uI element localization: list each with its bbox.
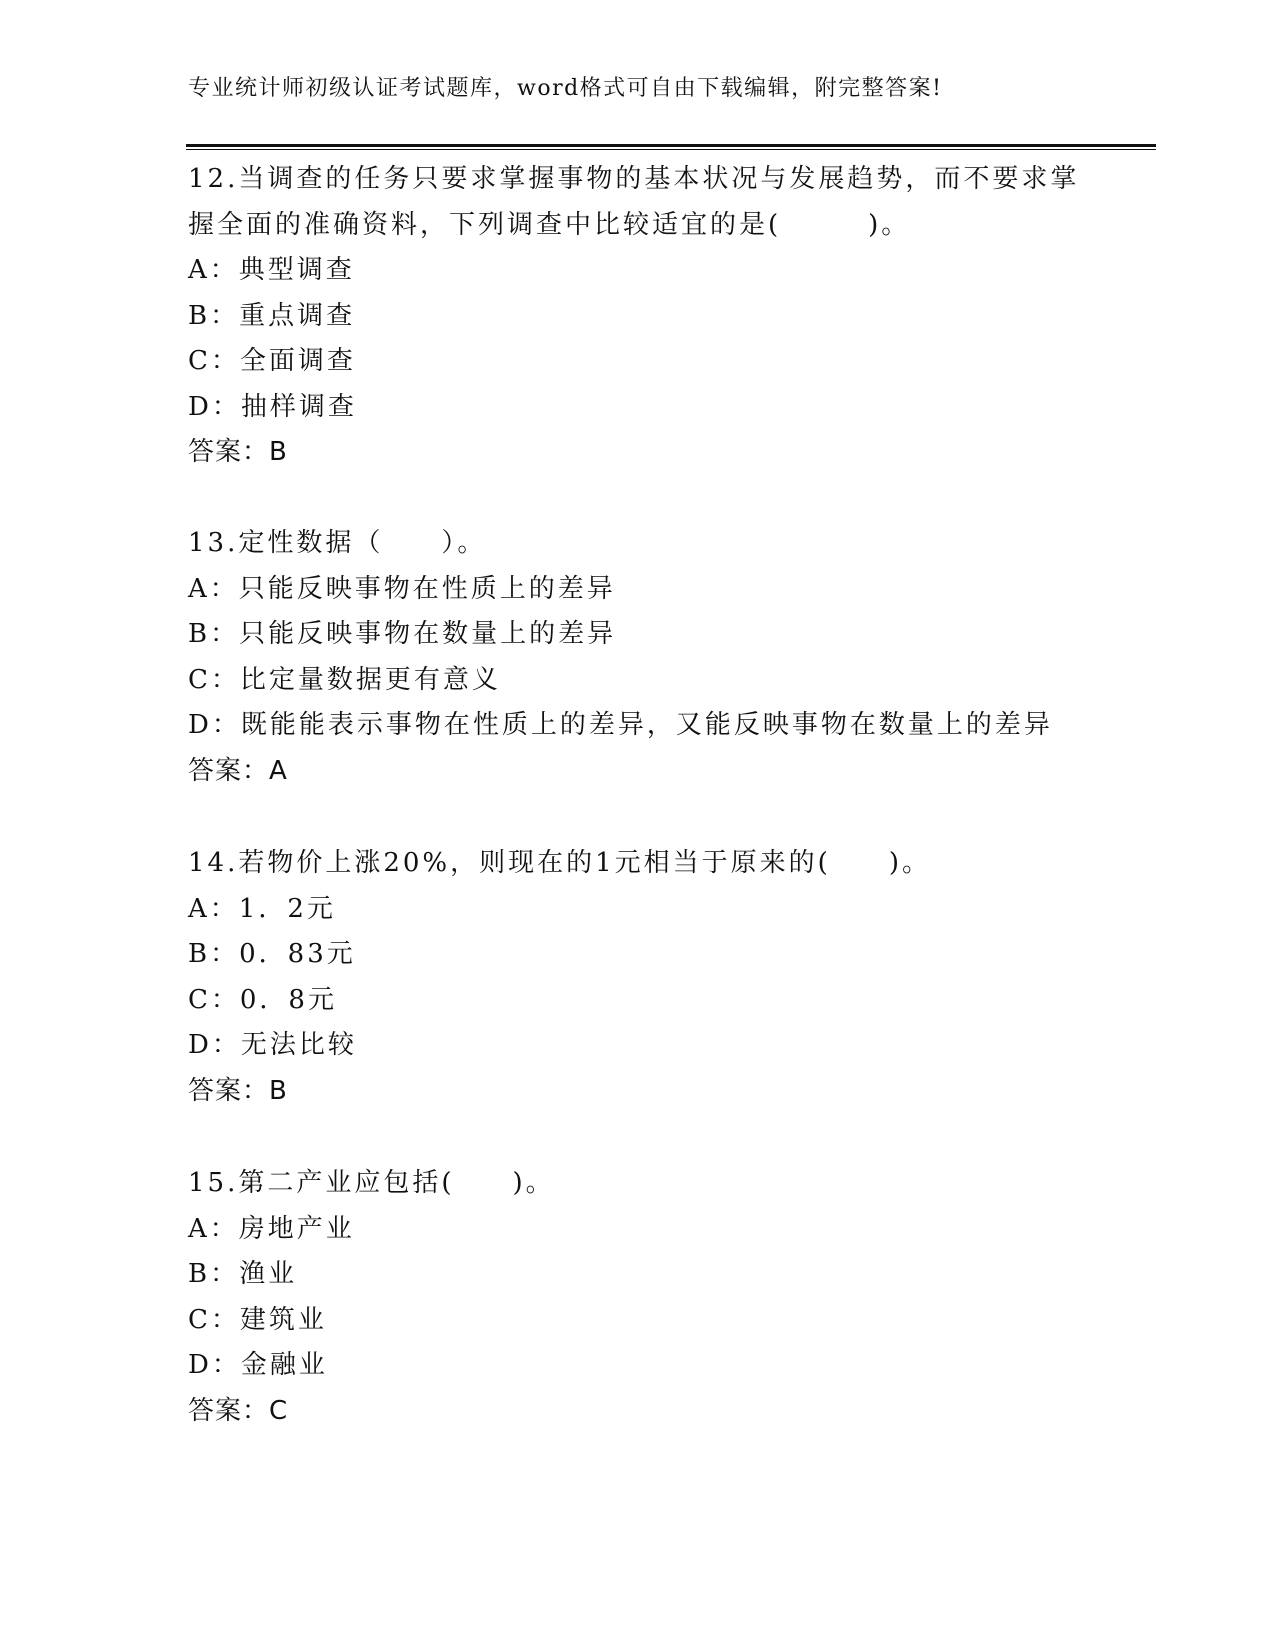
option-d: D：无法比较 <box>188 1030 357 1060</box>
question-stem: 14.若物价上涨20%，则现在的1元相当于原来的( )。 <box>188 848 931 878</box>
option-c: C：0．8元 <box>188 984 337 1015</box>
question-13 <box>188 521 1088 794</box>
option-a: A：典型调查 <box>188 255 355 285</box>
option-c: C：全面调查 <box>188 346 356 376</box>
option-b: B：重点调查 <box>188 300 356 331</box>
header-divider-thick <box>186 144 1156 147</box>
question-stem: 13.定性数据（ ）。 <box>188 528 487 558</box>
option-c: C：建筑业 <box>188 1304 327 1335</box>
option-b: B：只能反映事物在数量上的差异 <box>188 619 617 649</box>
option-d: D：金融业 <box>188 1350 328 1380</box>
answer: 答案：B <box>188 437 288 467</box>
answer: 答案：B <box>188 1075 288 1106</box>
question-stem: 12.当调查的任务只要求掌握事物的基本状况与发展趋势，而不要求掌 <box>188 164 1080 194</box>
question-stem: 握全面的准确资料，下列调查中比较适宜的是( )。 <box>188 209 911 240</box>
header-divider-thin <box>186 149 1156 150</box>
option-a: A：1．2元 <box>188 893 336 924</box>
question-14 <box>188 841 1088 1114</box>
option-c: C：比定量数据更有意义 <box>188 664 501 695</box>
option-b: B：0．83元 <box>188 939 356 969</box>
answer: 答案：A <box>188 755 288 786</box>
page-header: 专业统计师初级认证考试题库，word格式可自由下载编辑，附完整答案! <box>188 76 943 101</box>
option-b: B：渔业 <box>188 1259 298 1289</box>
question-12 <box>188 157 1088 476</box>
option-a: A：只能反映事物在性质上的差异 <box>188 573 616 604</box>
header-divider <box>186 144 1156 150</box>
question-15 <box>188 1161 1088 1434</box>
answer: 答案：C <box>188 1395 289 1426</box>
option-a: A：房地产业 <box>188 1213 355 1244</box>
question-stem: 15.第二产业应包括( )。 <box>188 1168 555 1198</box>
option-d: D：抽样调查 <box>188 391 357 422</box>
option-d: D：既能能表示事物在性质上的差异，又能反映事物在数量上的差异 <box>188 710 1053 740</box>
